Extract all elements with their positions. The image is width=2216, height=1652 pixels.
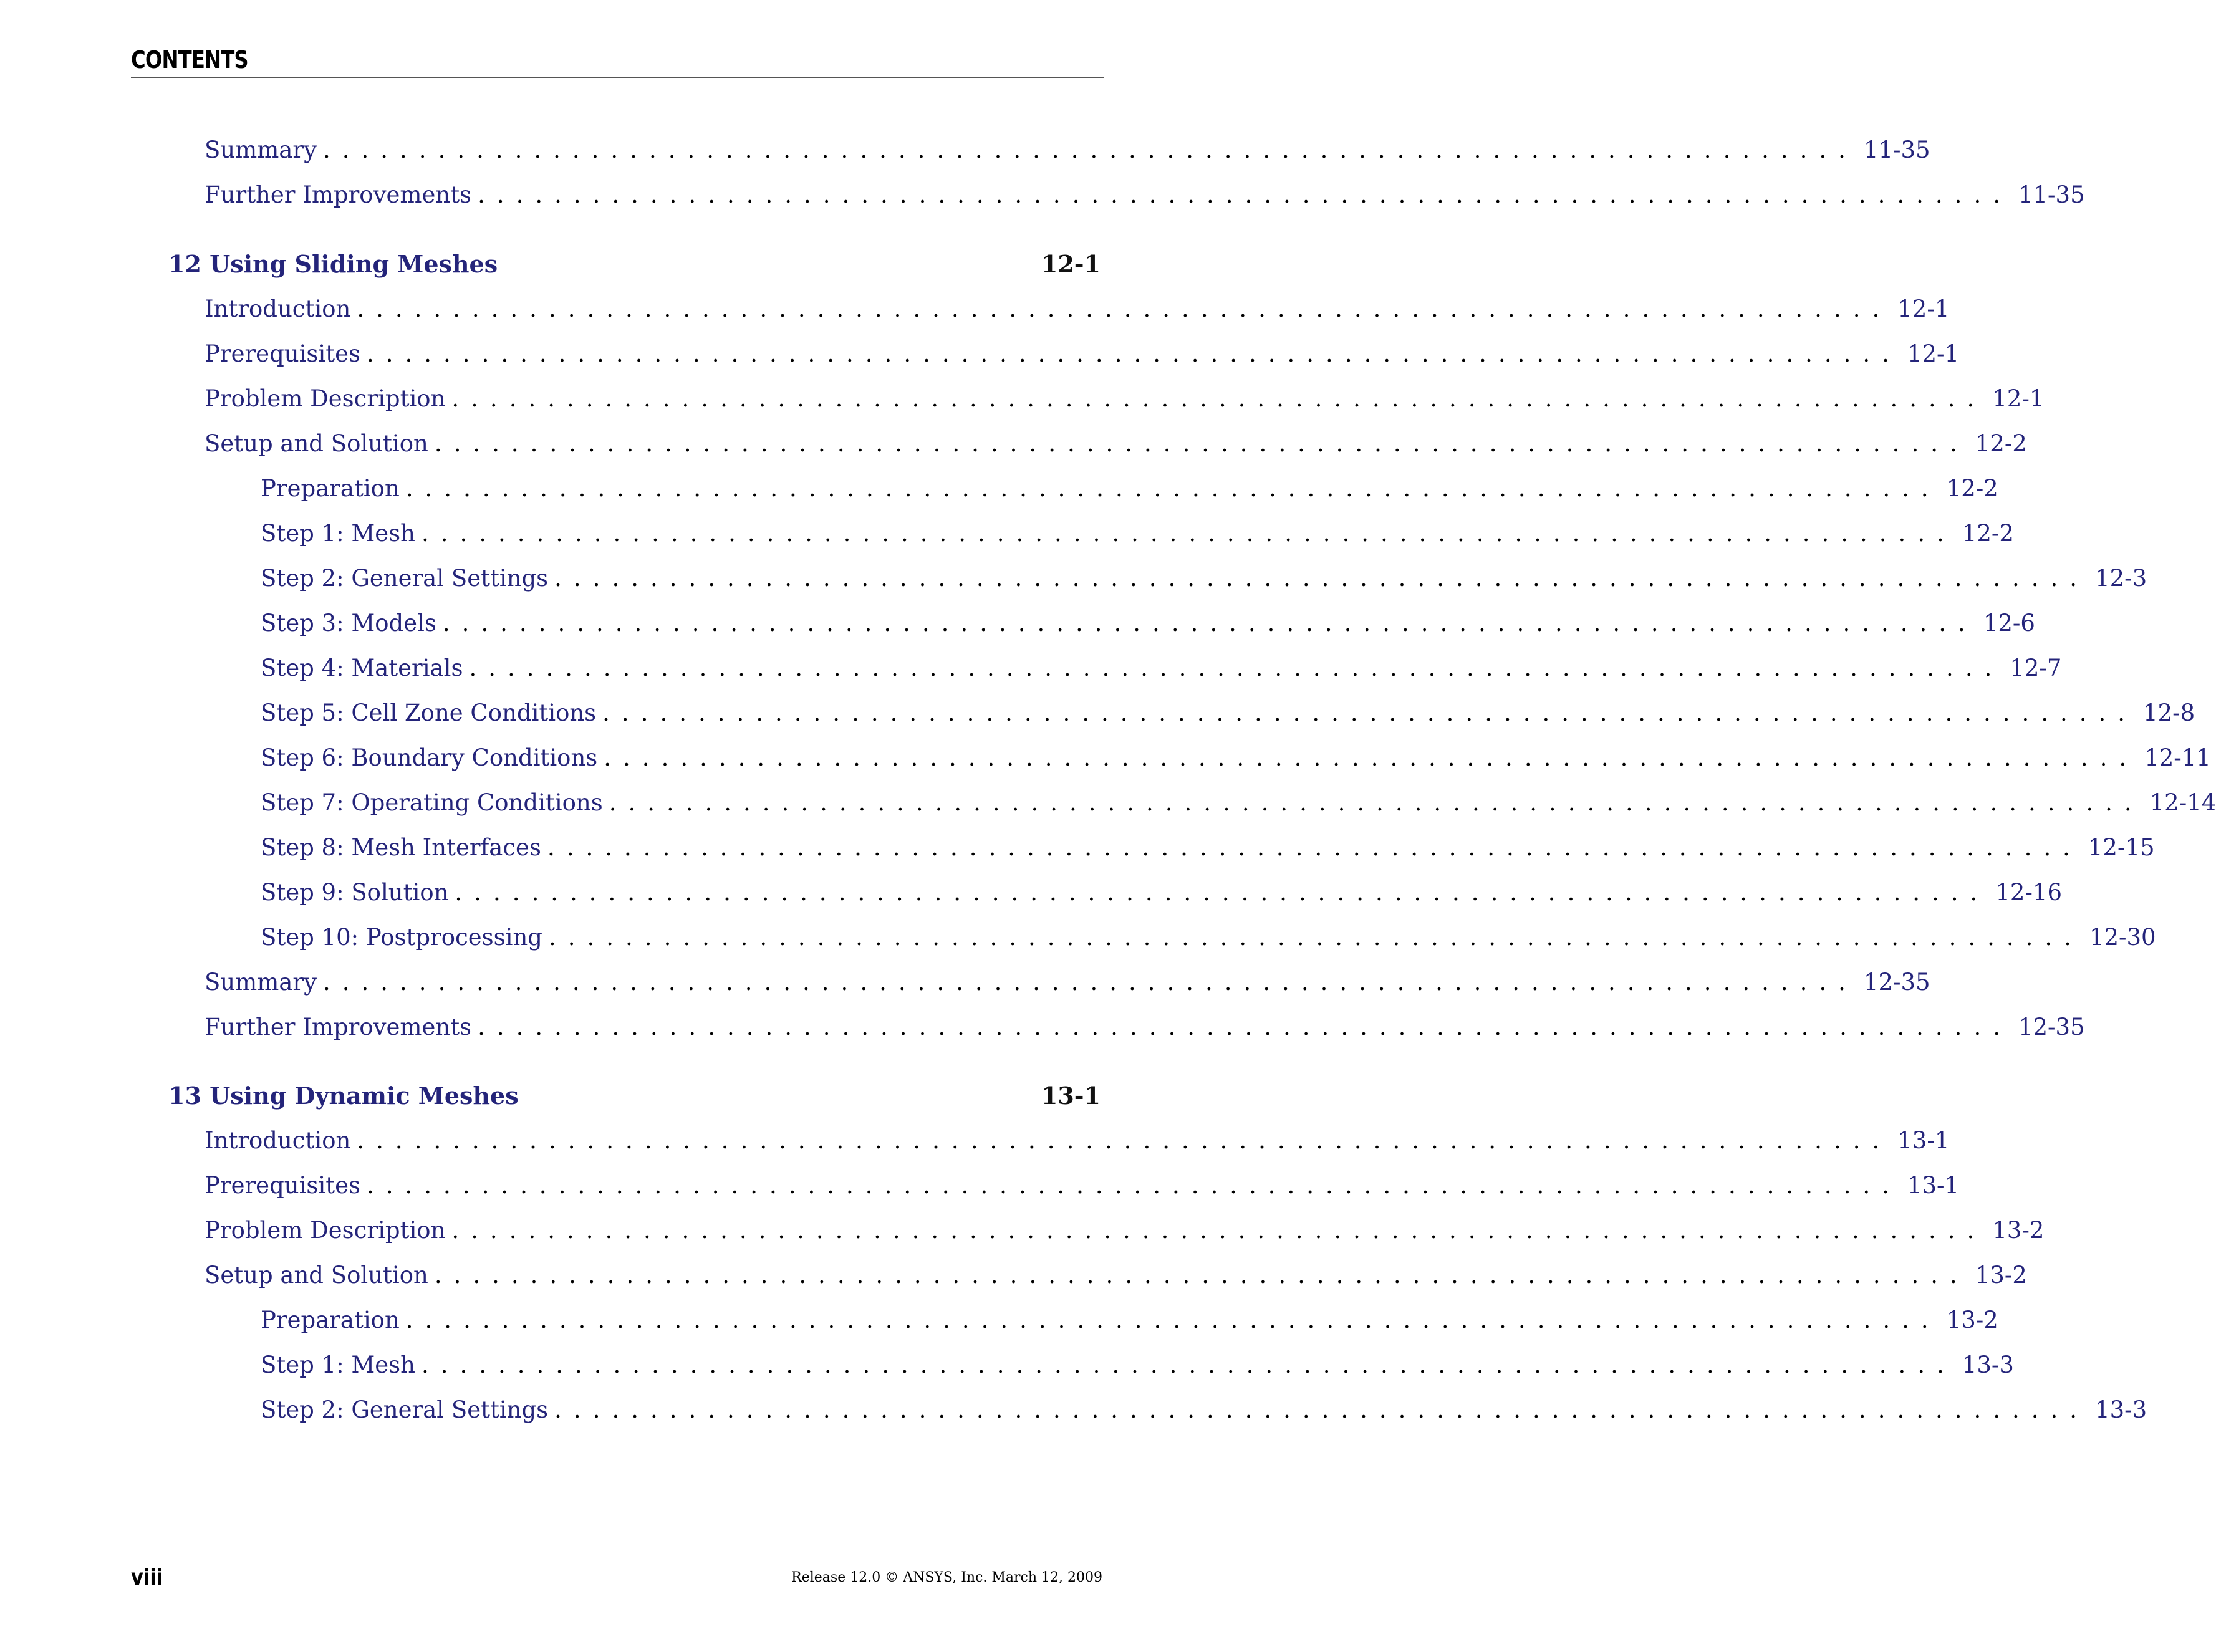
toc-entry-label: Preparation: [261, 1306, 400, 1333]
toc-subsection[interactable]: [261, 918, 2156, 956]
dot-leader: ................................................................................: [323, 136, 1857, 163]
toc-entry-label: Prerequisites: [205, 1171, 360, 1199]
page-number: viii: [131, 1565, 163, 1590]
toc-entry-page: 12-1: [1992, 385, 2045, 412]
toc-entry-label: Summary: [205, 136, 317, 163]
dot-leader: ................................................................................: [469, 654, 2004, 681]
dot-leader: ................................................................................: [549, 923, 2083, 951]
toc-entry-label: 12 Using Sliding Meshes: [168, 249, 498, 278]
toc-entry-label: Further Improvements: [205, 1013, 472, 1040]
toc-section[interactable]: [205, 1008, 2085, 1045]
toc-subsection[interactable]: [261, 1346, 2014, 1383]
toc-subsection[interactable]: [261, 514, 2014, 552]
toc-entry-label: 13 Using Dynamic Meshes: [168, 1081, 519, 1110]
toc-entry-page: 13-1: [1907, 1171, 1960, 1199]
toc-entry-page: 12-7: [2010, 654, 2062, 681]
dot-leader: ................................................................................: [421, 519, 1956, 547]
toc-entry-label: Step 4: Materials: [261, 654, 463, 681]
toc-entry-page: 13-3: [1962, 1351, 2014, 1378]
toc-entry-page: 13-1: [1897, 1126, 1950, 1154]
toc-chapter[interactable]: [168, 245, 1101, 282]
toc-section[interactable]: [205, 335, 1960, 372]
dot-leader: ................................................................................: [478, 1013, 2012, 1040]
dot-leader: ................................................................................: [405, 474, 1940, 502]
toc-section[interactable]: [205, 1166, 1960, 1204]
dot-leader: ................................................................................: [455, 878, 1990, 906]
toc-entry-label: Step 6: Boundary Conditions: [261, 744, 598, 771]
toc-subsection[interactable]: [261, 1391, 2147, 1428]
dot-leader: ................................................................................: [434, 1261, 1969, 1289]
toc-entry-label: Step 3: Models: [261, 609, 436, 636]
toc-entry-label: Further Improvements: [205, 181, 472, 208]
dot-leader: ................................................................................: [602, 699, 2137, 726]
dot-leader: ................................................................................: [323, 968, 1857, 996]
toc-entry-page: 12-6: [1983, 609, 2035, 636]
toc-subsection[interactable]: [261, 604, 2035, 641]
toc-entry-page: 13-2: [1975, 1261, 2027, 1289]
toc-section[interactable]: [205, 131, 1930, 168]
toc-entry-page: 12-2: [1975, 430, 2027, 457]
toc-section[interactable]: [205, 963, 1930, 1001]
toc-entry-page: 13-3: [2095, 1396, 2147, 1423]
toc-chapter[interactable]: [168, 1077, 1101, 1114]
toc-entry-page: 12-14: [2149, 789, 2216, 816]
toc-entry-label: Problem Description: [205, 1216, 446, 1244]
toc-section[interactable]: [205, 425, 2027, 462]
toc-entry-label: Preparation: [261, 474, 400, 502]
toc-subsection[interactable]: [261, 559, 2147, 597]
dot-leader: ................................................................................: [451, 1216, 1987, 1244]
toc-section[interactable]: [205, 290, 1950, 327]
toc-entry-page: 13-1: [1041, 1081, 1101, 1110]
toc-entry-label: Introduction: [205, 1126, 351, 1154]
toc-entry-page: 11-35: [2018, 181, 2085, 208]
running-header: CONTENTS: [131, 46, 248, 74]
dot-leader: ................................................................................: [367, 340, 1901, 367]
dot-leader: ................................................................................: [367, 1171, 1901, 1199]
toc-entry-label: Summary: [205, 968, 317, 996]
dot-leader: ................................................................................: [547, 833, 2082, 861]
toc-entry-label: Setup and Solution: [205, 1261, 428, 1289]
dot-leader: ................................................................................: [604, 744, 2139, 771]
toc-entry-page: 11-35: [1863, 136, 1930, 163]
toc-section[interactable]: [205, 380, 2045, 417]
dot-leader: ................................................................................: [478, 181, 2012, 208]
dot-leader: ................................................................................: [405, 1306, 1940, 1333]
dot-leader: ................................................................................: [434, 430, 1969, 457]
toc-subsection[interactable]: [261, 649, 2062, 686]
toc-entry-label: Prerequisites: [205, 340, 360, 367]
toc-entry-page: 12-30: [2089, 923, 2156, 951]
toc-entry-page: 12-35: [1863, 968, 1930, 996]
toc-entry-label: Step 5: Cell Zone Conditions: [261, 699, 597, 726]
toc-entry-page: 12-35: [2018, 1013, 2085, 1040]
toc-entry-page: 12-1: [1041, 249, 1101, 278]
toc-section[interactable]: [205, 176, 2085, 213]
toc-subsection[interactable]: [261, 469, 1998, 507]
toc-entry-page: 12-1: [1907, 340, 1960, 367]
toc-subsection[interactable]: [261, 1301, 1998, 1338]
toc-entry-label: Step 2: General Settings: [261, 564, 549, 592]
toc-entry-label: Step 7: Operating Conditions: [261, 789, 603, 816]
dot-leader: ................................................................................: [357, 295, 1892, 322]
toc-entry-page: 12-11: [2144, 744, 2211, 771]
toc-entry-page: 12-15: [2088, 833, 2155, 861]
dot-leader: ................................................................................: [421, 1351, 1956, 1378]
toc-subsection[interactable]: [261, 784, 2216, 821]
toc-section[interactable]: [205, 1121, 1950, 1159]
toc-entry-label: Introduction: [205, 295, 351, 322]
toc-entry-label: Step 2: General Settings: [261, 1396, 549, 1423]
toc-entry-label: Step 8: Mesh Interfaces: [261, 833, 541, 861]
dot-leader: ................................................................................: [609, 789, 2144, 816]
toc-entry-page: 12-16: [1995, 878, 2062, 906]
release-notice: Release 12.0 © ANSYS, Inc. March 12, 2009: [791, 1570, 1102, 1585]
toc-section[interactable]: [205, 1256, 2027, 1294]
toc-entry-page: 13-2: [1992, 1216, 2045, 1244]
toc-entry-label: Step 1: Mesh: [261, 519, 415, 547]
toc-entry-page: 12-3: [2095, 564, 2147, 592]
toc-entry-label: Step 10: Postprocessing: [261, 923, 542, 951]
dot-leader: ................................................................................: [451, 385, 1987, 412]
dot-leader: ................................................................................: [554, 564, 2089, 592]
toc-entry-label: Setup and Solution: [205, 430, 428, 457]
toc-subsection[interactable]: [261, 873, 2062, 911]
toc-section[interactable]: [205, 1211, 2045, 1249]
toc-entry-page: 13-2: [1946, 1306, 1998, 1333]
dot-leader: ................................................................................: [357, 1126, 1892, 1154]
toc-subsection[interactable]: [261, 739, 2211, 776]
dot-leader: ................................................................................: [554, 1396, 2089, 1423]
toc-entry-label: Step 1: Mesh: [261, 1351, 415, 1378]
toc-entry-page: 12-2: [1962, 519, 2014, 547]
toc-entry-page: 12-8: [2143, 699, 2195, 726]
toc-subsection[interactable]: [261, 694, 2195, 731]
toc-subsection[interactable]: [261, 828, 2155, 866]
dot-leader: ................................................................................: [442, 609, 1977, 636]
toc-entry-label: Step 9: Solution: [261, 878, 449, 906]
toc-entry-page: 12-2: [1946, 474, 1998, 502]
toc-entry-label: Problem Description: [205, 385, 446, 412]
toc-entry-page: 12-1: [1897, 295, 1950, 322]
